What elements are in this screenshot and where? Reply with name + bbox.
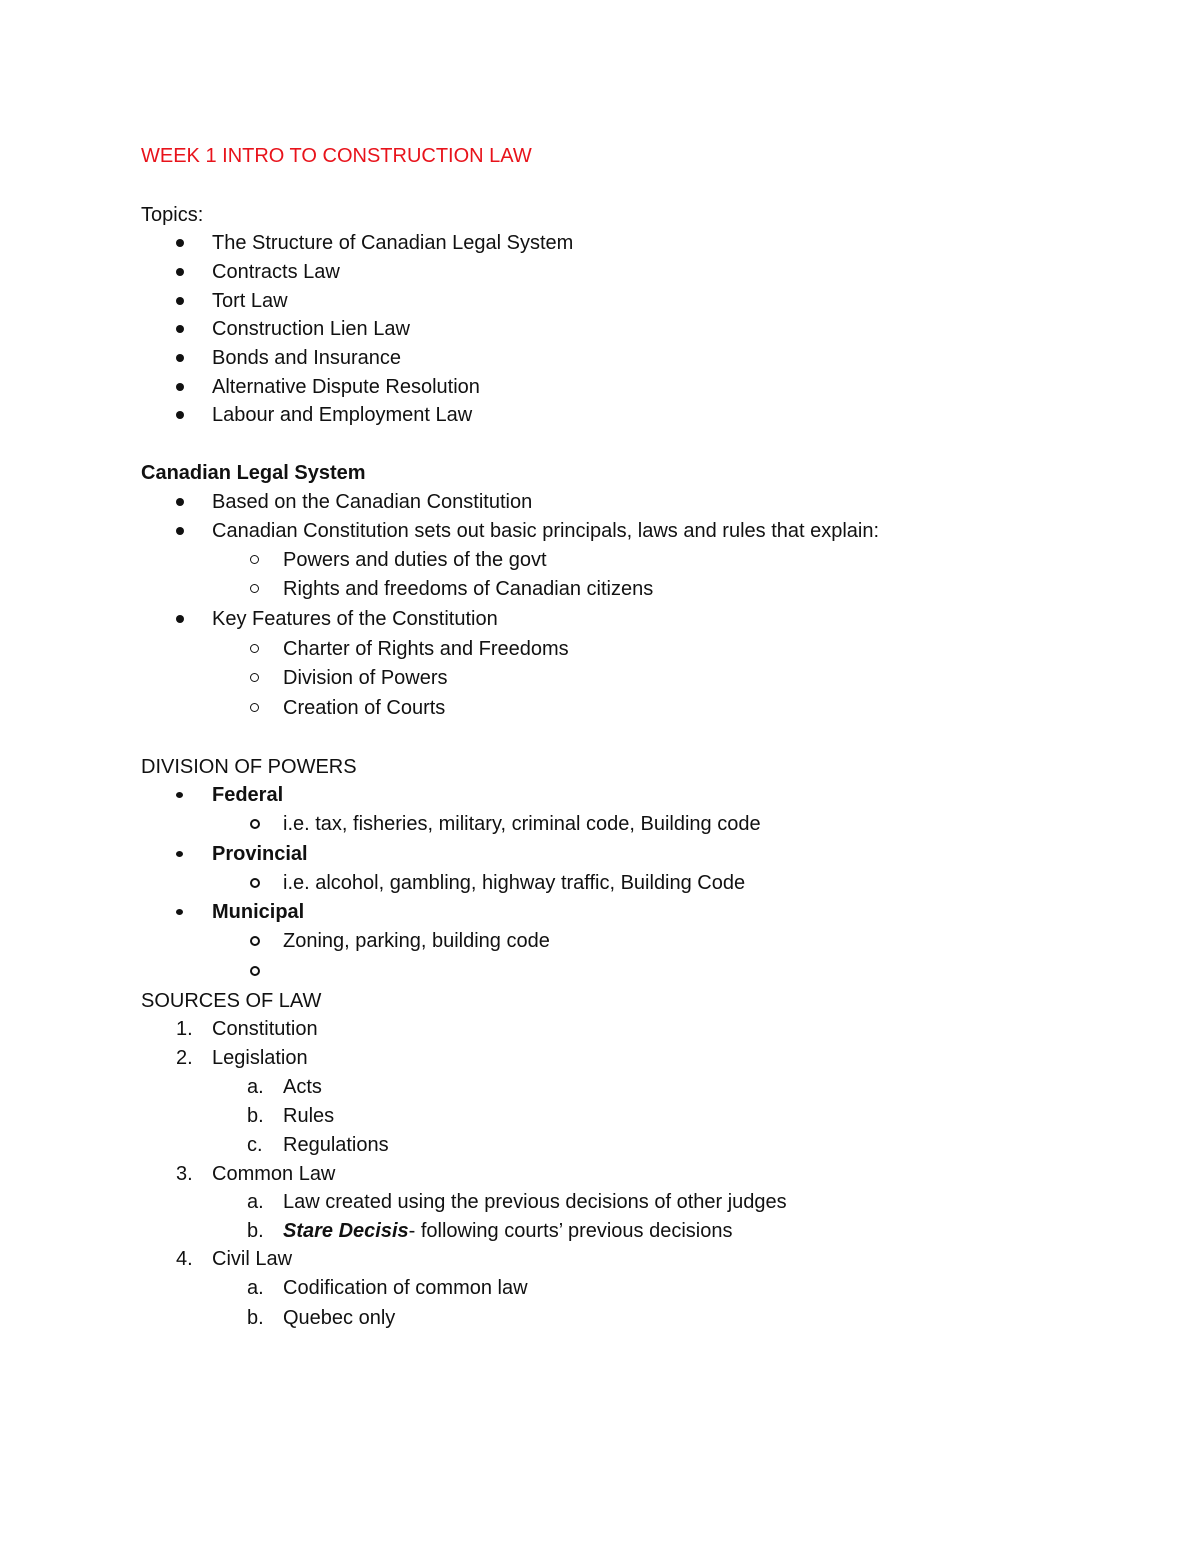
circle-bullet-icon xyxy=(250,878,260,888)
topics-heading: Topics: xyxy=(141,204,204,226)
document-page: WEEK 1 INTRO TO CONSTRUCTION LAW Topics: The Structure of Canadian Legal System Contracts Law Tort Law Construction Lien Law Bonds and Insurance Alternative Dispute Resolution Labour and Employment Law Canadian Legal System Based on the Canadian Constitution Canadian Constitution sets out basic principals, laws and rules that explain: Powers and duties of the govt Rights and freedoms of Canadian citizens Key Features of the Constitution Charter of Rights and Freedoms Division of Powers Creation of Courts DIVISION OF POWERS Federal i.e. tax, fisheries, military, criminal code, Building code Provincial i.e. alcohol, gambling, highway traffic, Building Code Municipal Zoning, parking, building code SOURCES OF LAW 1. Constitution 2. Legislation a. Acts b. Rules c. Regulations 3. Common Law a. Law created using the previous decisions of other judges b. Stare Decisis- following courts’ previous decisions 4. Civil Law a. Codification of common law b. Quebec only xyxy=(141,145,880,1329)
bullet-icon xyxy=(176,268,184,276)
circle-bullet-icon xyxy=(250,555,259,564)
stare-decisis-term: Stare Decisis xyxy=(283,1220,409,1242)
bullet-icon xyxy=(176,354,184,362)
circle-bullet-icon xyxy=(250,673,259,682)
bullet-icon xyxy=(176,909,183,915)
bullet-icon xyxy=(176,239,184,247)
circle-bullet-icon xyxy=(250,584,259,593)
bullet-icon xyxy=(176,615,184,623)
bullet-icon xyxy=(176,297,184,305)
circle-bullet-icon xyxy=(250,819,260,829)
bullet-icon xyxy=(176,792,183,798)
section-heading-sources: SOURCES OF LAW xyxy=(141,990,322,1012)
circle-bullet-icon xyxy=(250,703,259,712)
bullet-icon xyxy=(176,527,184,535)
bullet-icon xyxy=(176,325,184,333)
circle-bullet-icon xyxy=(250,644,259,653)
circle-bullet-icon xyxy=(250,936,260,946)
document-title: WEEK 1 INTRO TO CONSTRUCTION LAW xyxy=(141,145,532,167)
circle-bullet-icon xyxy=(250,966,260,976)
bullet-icon xyxy=(176,383,184,391)
bullet-icon xyxy=(176,498,184,506)
bullet-icon xyxy=(176,411,184,419)
section-heading-legal-system: Canadian Legal System xyxy=(141,462,366,484)
bullet-icon xyxy=(176,851,183,857)
section-heading-division: DIVISION OF POWERS xyxy=(141,756,357,778)
